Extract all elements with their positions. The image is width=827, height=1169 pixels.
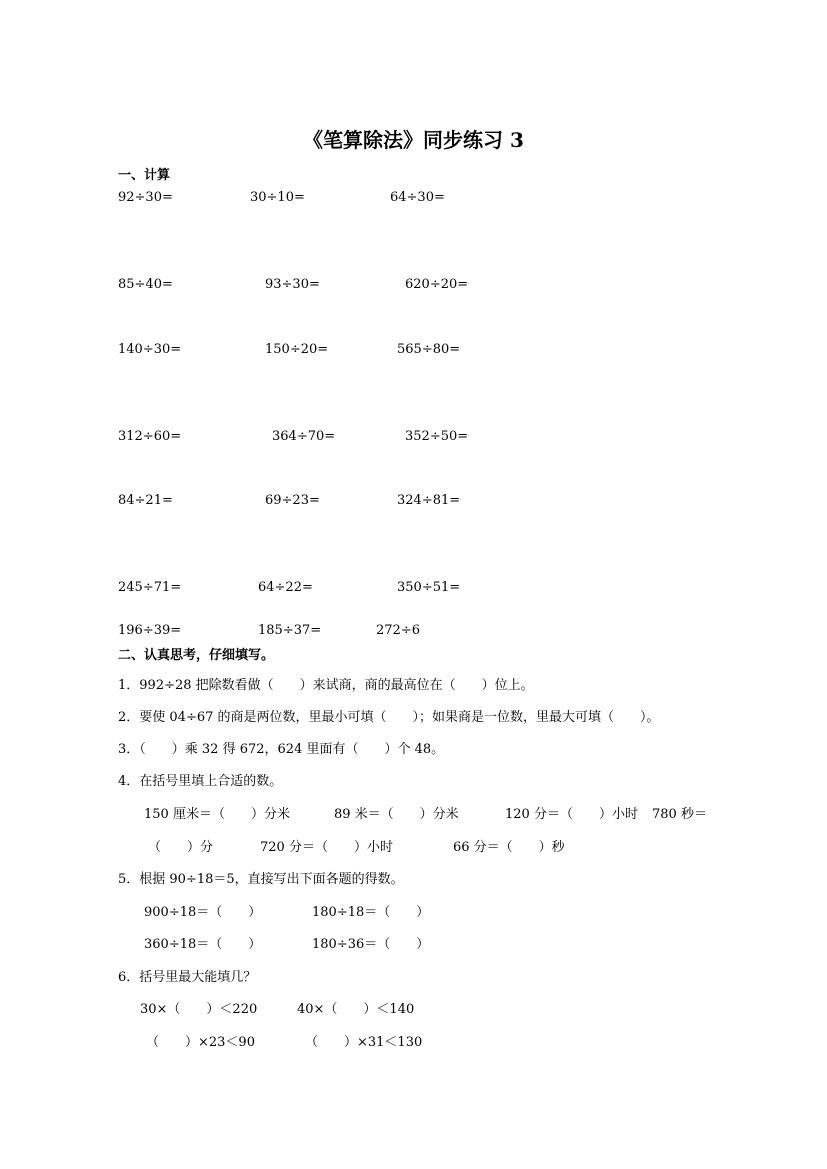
calc-item: 364÷70= (272, 429, 336, 444)
calc-item: 324÷81= (397, 493, 461, 508)
q4-item: 150 厘米＝（ ）分米 (144, 807, 290, 822)
question-3: 3．（ ）乘 32 得 672，624 里面有（ ）个 48。 (118, 742, 445, 757)
q5-item: 180÷18＝（ ） (312, 905, 430, 920)
q4-item: 66 分＝（ ）秒 (453, 840, 565, 855)
question-4: 4．在括号里填上合适的数。 (118, 774, 283, 789)
question-6: 6．括号里最大能填几？ (118, 970, 257, 985)
calc-item: 64÷22= (258, 580, 313, 595)
calc-item: 140÷30= (118, 342, 182, 357)
calc-item: 30÷10= (250, 190, 305, 205)
section-1-heading: 一、计算 (118, 168, 171, 183)
calc-item: 352÷50= (405, 429, 469, 444)
calc-item: 150÷20= (265, 342, 329, 357)
calc-item: 84÷21= (118, 493, 173, 508)
calc-item: 350÷51= (397, 580, 461, 595)
calc-item: 620÷20= (405, 277, 469, 292)
calc-item: 272÷6 (376, 623, 420, 638)
calc-item: 93÷30= (265, 277, 320, 292)
calc-item: 196÷39= (118, 623, 182, 638)
q6-item: （ ）×23＜90 (146, 1035, 255, 1050)
section-2-heading: 二、认真思考，仔细填写。 (118, 648, 275, 663)
calc-item: 64÷30= (390, 190, 445, 205)
q6-item: 40×（ ）＜140 (297, 1002, 415, 1017)
q6-item: 30×（ ）＜220 (140, 1002, 258, 1017)
q5-item: 360÷18＝（ ） (144, 937, 262, 952)
q4-item: （ ）分 (148, 840, 214, 855)
calc-item: 312÷60= (118, 429, 182, 444)
q6-item: （ ）×31＜130 (305, 1035, 423, 1050)
q5-item: 900÷18＝（ ） (144, 905, 262, 920)
question-1: 1．992÷28 把除数看做（ ）来试商，商的最高位在（ ）位上。 (118, 678, 534, 693)
calc-item: 92÷30= (118, 190, 173, 205)
calc-item: 185÷37= (258, 623, 322, 638)
page-title: 《笔算除法》同步练习 3 (303, 128, 524, 152)
question-5: 5．根据 90÷18＝5，直接写出下面各题的得数。 (118, 872, 404, 887)
q4-item: 89 米＝（ ）分米 (334, 807, 459, 822)
q4-item: 120 分＝（ ）小时 (505, 807, 638, 822)
q5-item: 180÷36＝（ ） (312, 937, 430, 952)
q4-item: 780 秒＝ (652, 807, 707, 822)
question-2: 2．要使 04÷67 的商是两位数，里最小可填（ ）；如果商是一位数，里最大可填（ ）。 (118, 710, 660, 725)
calc-item: 565÷80= (397, 342, 461, 357)
q4-item: 720 分＝（ ）小时 (260, 840, 393, 855)
calc-item: 245÷71= (118, 580, 182, 595)
calc-item: 85÷40= (118, 277, 173, 292)
calc-item: 69÷23= (265, 493, 320, 508)
